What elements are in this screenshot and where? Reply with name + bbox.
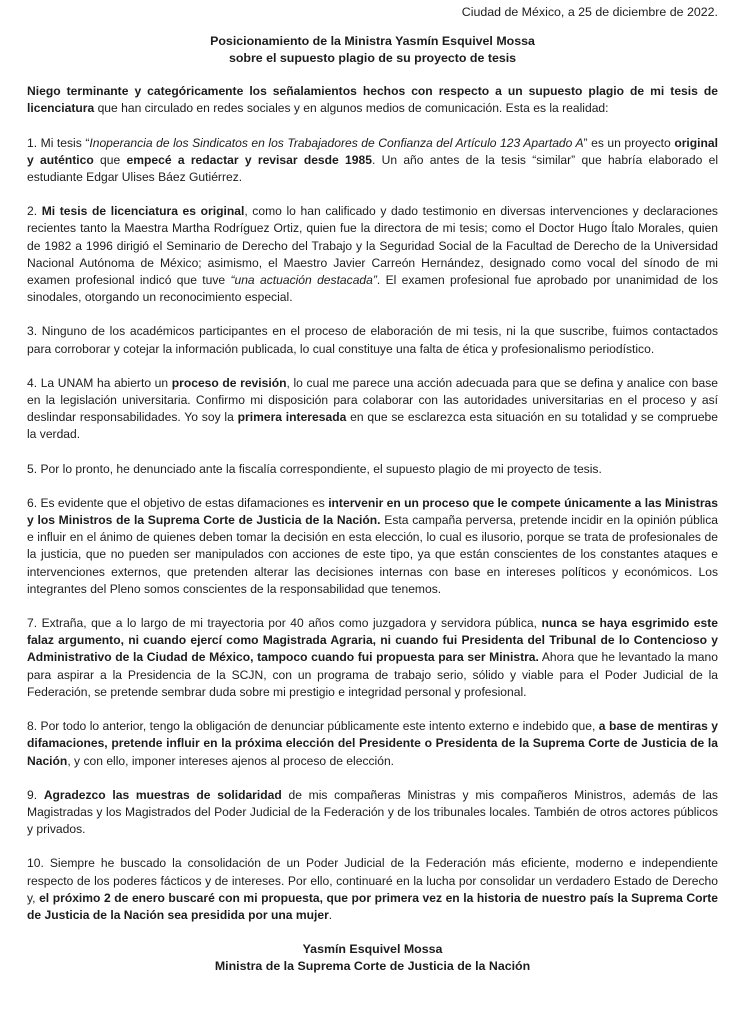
paragraph-7-bold: nunca se haya esgrimido este falaz argumento, ni cuando ejercí como Magistrada Agraria, ni cuando fui Presidenta del Tribunal de lo Contencioso y Administrativo de la Ciudad de México, tampoco cuando fui propuesta para ser Ministra. — [27, 616, 718, 665]
paragraph-3: 3. Ninguno de los académicos participantes en el proceso de elaboración de mi tesis, ni la que suscribe, fuimos contactados para corroborar y cotejar la información publicada, lo cual constituye una falta de ética y profesionalismo periodístico. — [27, 324, 718, 356]
paragraph-5: 5. Por lo pronto, he denunciado ante la fiscalía correspondiente, el supuesto plagio de mi proyecto de tesis. — [27, 461, 602, 476]
paragraph-6-text: Esta campaña perversa, pretende incidir en la opinión pública e influir en el ánimo de quienes deben tomar la decisión en esta elección, lo cual es ilusorio, porque se trata de profesionales de la justicia, que no pueden ser manipulados con acciones de este tipo, ya que están conscientes de los constantes ataques e intervenciones externos, que pretenden alterar las decisiones internas con base en intereses políticos y económicos. Los integrantes del Pleno somos conscientes de la responsabilidad que tenemos. — [27, 513, 718, 596]
paragraph-10-text: . — [328, 907, 333, 922]
paragraph-9-bold: Agradezco las muestras de solidaridad — [43, 787, 282, 802]
paragraph-2 — [27, 203, 718, 306]
paragraph-6-bold: intervenir en un proceso que le compete únicamente a las Ministras y los Ministros de la Suprema Corte de Justicia de la Nación. — [27, 495, 718, 528]
paragraph-8 — [27, 718, 718, 770]
paragraph-6 — [27, 495, 718, 598]
document-title-line-2: sobre el supuesto plagio de su proyecto de tesis — [228, 51, 517, 66]
paragraph-1-text: que — [93, 152, 127, 167]
paragraph-9 — [27, 787, 718, 839]
paragraph-9-text: 9. — [27, 787, 44, 802]
paragraph-2-text: . El examen profesional fue aprobado por unanimidad de los sinodales, otorgando un reconocimiento especial. — [27, 273, 718, 305]
document-title — [27, 33, 718, 67]
paragraph-1-text: . Un año antes de la tesis “similar” que habría elaborado el estudiante Edgar Ulises Báez Gutiérrez. — [27, 152, 719, 185]
paragraph-7-text: 7. Extraña, que a lo largo de mi trayectoria por 40 años como juzgadora y servidora pública, — [27, 616, 542, 631]
signature-role: Ministra de la Suprema Corte de Justicia de la Nación — [214, 959, 531, 974]
paragraph-4-text: 4. La UNAM ha abierto un — [27, 375, 172, 390]
paragraph-1-bold: empecé a redactar y revisar desde 1985 — [126, 152, 372, 167]
paragraph-8-text: , y con ello, imponer intereses ajenos al proceso de elección. — [67, 753, 395, 768]
paragraph-4 — [27, 375, 718, 444]
intro-bold-text: Niego terminante y categóricamente los señalamientos hechos con respecto a un supuesto plagio de mi tesis de licenciatura — [27, 84, 718, 116]
paragraph-8-bold: a base de mentiras y difamaciones, pretende influir en la próxima elección del Presidente o Presidenta de la Suprema Corte de Justicia de la Nación — [27, 719, 719, 768]
document-title-line-1: Posicionamiento de la Ministra Yasmín Esquivel Mossa — [210, 34, 535, 49]
document-date: Ciudad de México, a 25 de diciembre de 2022. — [461, 5, 718, 19]
signature-name: Yasmín Esquivel Mossa — [302, 942, 443, 957]
paragraph-4-text: en que se esclarezca esta situación en su totalidad y se compruebe la verdad. — [27, 410, 718, 442]
paragraph-4-bold: primera interesada — [237, 410, 347, 425]
paragraph-10 — [27, 855, 718, 924]
paragraph-2-bold: Mi tesis de licenciatura es original — [41, 204, 245, 219]
paragraph-10-text: 10. Siempre he buscado la consolidación de un Poder Judicial de la Federación más eficiente, moderno e independiente respecto de los poderes fácticos y de intereses. Por ello, continuaré en la lucha por consolidar un verdadero Estado de Derecho y, — [27, 856, 718, 905]
paragraph-8-text: 8. Por todo lo anterior, tengo la obligación de denunciar públicamente este intento externo e indebido que, — [27, 719, 599, 734]
paragraph-1 — [27, 135, 718, 187]
paragraph-2-text: , como lo han calificado y dado testimonio en diversas intervenciones y declaraciones recientes tanto la Maestra Martha Rodríguez Ortiz, quien fue la directora de mi tesis; como el Doctor Hugo Ítalo Morales, quien de 1982 a 1996 dirigió el Seminario de Derecho del Trabajo y la Seguridad Social de la Facultad de Derecho de la Universidad Nacional Autónoma de México; asimismo, el Maestro Javier Carreón Hernández, designado como vocal del sínodo de mi examen profesional indicó que tuve — [27, 204, 718, 288]
paragraph-7-text: Ahora que he levantado la mano para aspirar a la Presidencia de la SCJN, con un programa de trabajo serio, sólido y viable para el Poder Judicial de la Federación, se pretende sembrar duda sobre mi prestigio e integridad personal y profesional. — [27, 650, 718, 699]
signature-block — [27, 941, 718, 975]
intro-text: que han circulado en redes sociales y en algunos medios de comunicación. Esta es la realidad: — [94, 101, 609, 116]
paragraph-2-quote: “una actuación destacada” — [230, 273, 377, 288]
intro-paragraph — [27, 83, 718, 117]
thesis-title: Inoperancia de los Sindicatos en los Trabajadores de Confianza del Artículo 123 Apartado A — [89, 135, 584, 150]
paragraph-1-text: ” es un proyecto — [583, 135, 675, 150]
paragraph-1-bold: original y auténtico — [27, 135, 718, 167]
paragraph-9-text: de mis compañeras Ministras y mis compañeros Ministros, además de las Magistradas y los Magistrados del Poder Judicial de la Federación y de los tribunales locales. También de otros actores públicos y privados. — [27, 787, 718, 837]
paragraph-2-text: 2. — [27, 204, 42, 219]
paragraph-1-text: 1. Mi tesis “ — [27, 135, 90, 150]
paragraph-6-text: 6. Es evidente que el objetivo de estas difamaciones es — [27, 495, 329, 510]
paragraph-4-text: , lo cual me parece una acción adecuada para que se defina y analice con base en la legislación universitaria. Confirmo mi disposición para colaborar con las autoridades universitarias en el proceso y así deslindar responsabilidades. Yo soy la — [27, 375, 718, 425]
paragraph-7 — [27, 615, 718, 701]
paragraph-4-bold: proceso de revisión — [171, 375, 287, 390]
paragraph-10-bold: el próximo 2 de enero buscaré con mi propuesta, que por primera vez en la historia de nuestro país la Suprema Corte de Justicia de la Nación sea presidida por una mujer — [27, 890, 718, 922]
